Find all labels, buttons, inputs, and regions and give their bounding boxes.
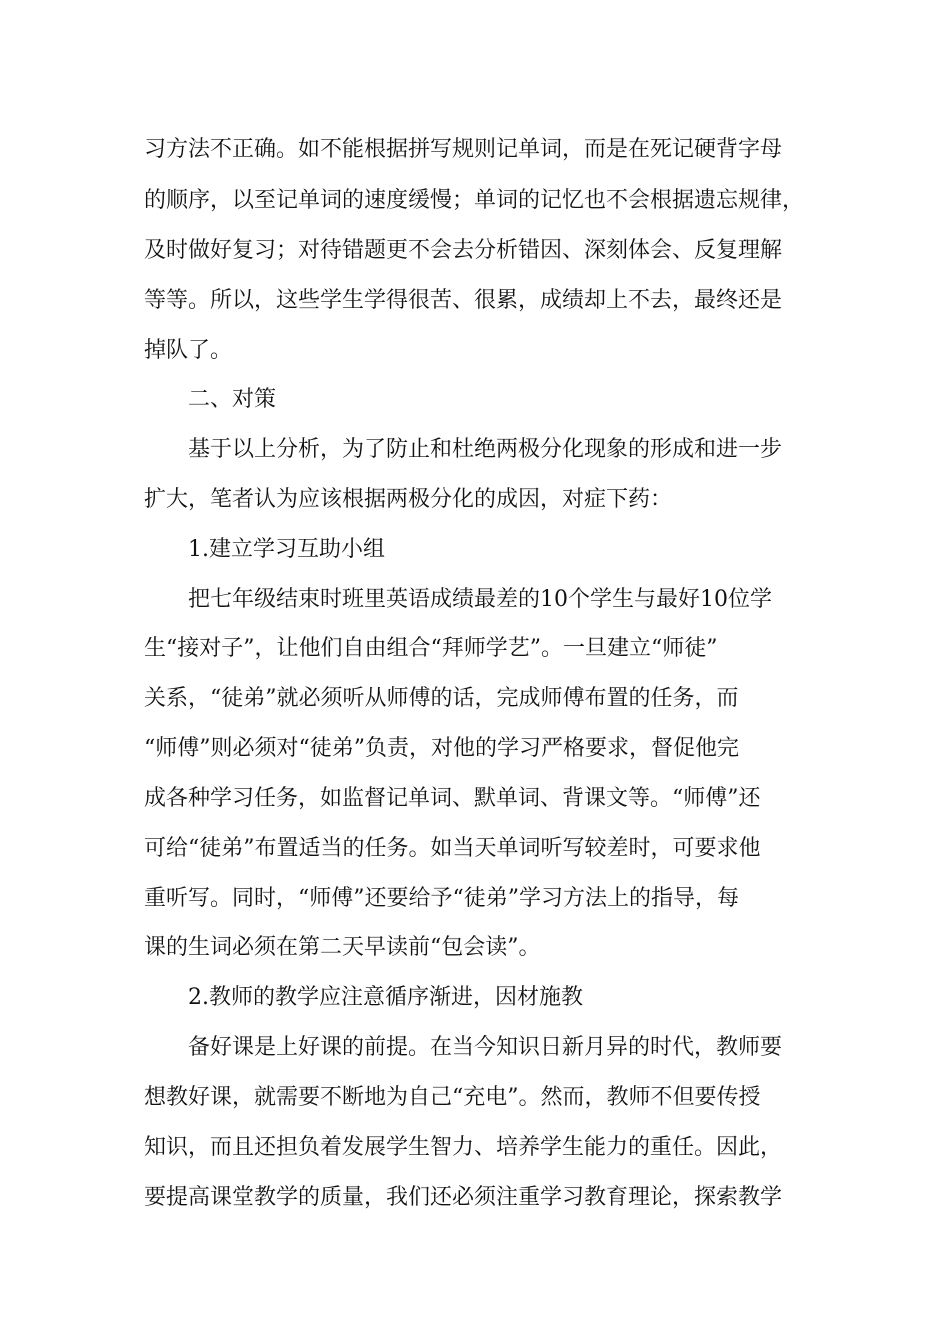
paragraph-1-line-2: 的顺序，以至记单词的速度缓慢；单词的记忆也不会根据遗忘规律， [144,188,805,213]
paragraph-1-line-3: 及时做好复习；对待错题更不会去分析错因、深刻体会、反复理解 [144,238,783,263]
paragraph-3-line-1: 把七年级结束时班里英语成绩最差的10个学生与最好10位学 [188,587,772,612]
paragraph-3-line-5: 成各种学习任务，如监督记单词、默单词、背课文等。“师傅”还 [144,786,761,811]
paragraph-3-line-8: 课的生词必须在第二天早读前“包会读”。 [144,935,541,960]
subheading-1: 1.建立学习互助小组 [188,537,385,562]
paragraph-3-line-3: 关系，“徒弟”就必须听从师傅的话，完成师傅布置的任务，而 [144,686,739,711]
paragraph-1-line-1: 习方法不正确。如不能根据拼写规则记单词，而是在死记硬背字母 [144,137,783,162]
paragraph-2-line-1: 基于以上分析，为了防止和杜绝两极分化现象的形成和进一步 [188,437,783,462]
paragraph-4-line-1: 备好课是上好课的前提。在当今知识日新月异的时代，教师要 [188,1035,783,1060]
paragraph-4-line-2: 想教好课，就需要不断地为自己“充电”。然而，教师不但要传授 [144,1085,761,1110]
subheading-2: 2.教师的教学应注意循序渐进，因材施教 [188,985,583,1010]
paragraph-1-line-4: 等等。所以，这些学生学得很苦、很累，成绩却上不去，最终还是 [144,288,783,313]
paragraph-3-line-7: 重听写。同时，“师傅”还要给予“徒弟”学习方法上的指导，每 [144,886,739,911]
paragraph-1-line-5: 掉队了。 [144,338,233,363]
paragraph-3-line-2: 生“接对子”，让他们自由组合“拜师学艺”。一旦建立“师徒” [144,636,718,661]
paragraph-3-line-4: “师傅”则必须对“徒弟”负责，对他的学习严格要求，督促他完 [144,736,739,761]
section-heading: 二、对策 [188,387,277,412]
paragraph-4-line-4: 要提高课堂教学的质量，我们还必须注重学习教育理论，探索教学 [144,1185,783,1210]
paragraph-2-line-2: 扩大，笔者认为应该根据两极分化的成因，对症下药： [144,487,673,512]
paragraph-3-line-6: 可给“徒弟”布置适当的任务。如当天单词听写较差时，可要求他 [144,836,761,861]
paragraph-4-line-3: 知识，而且还担负着发展学生智力、培养学生能力的重任。因此， [144,1135,783,1160]
